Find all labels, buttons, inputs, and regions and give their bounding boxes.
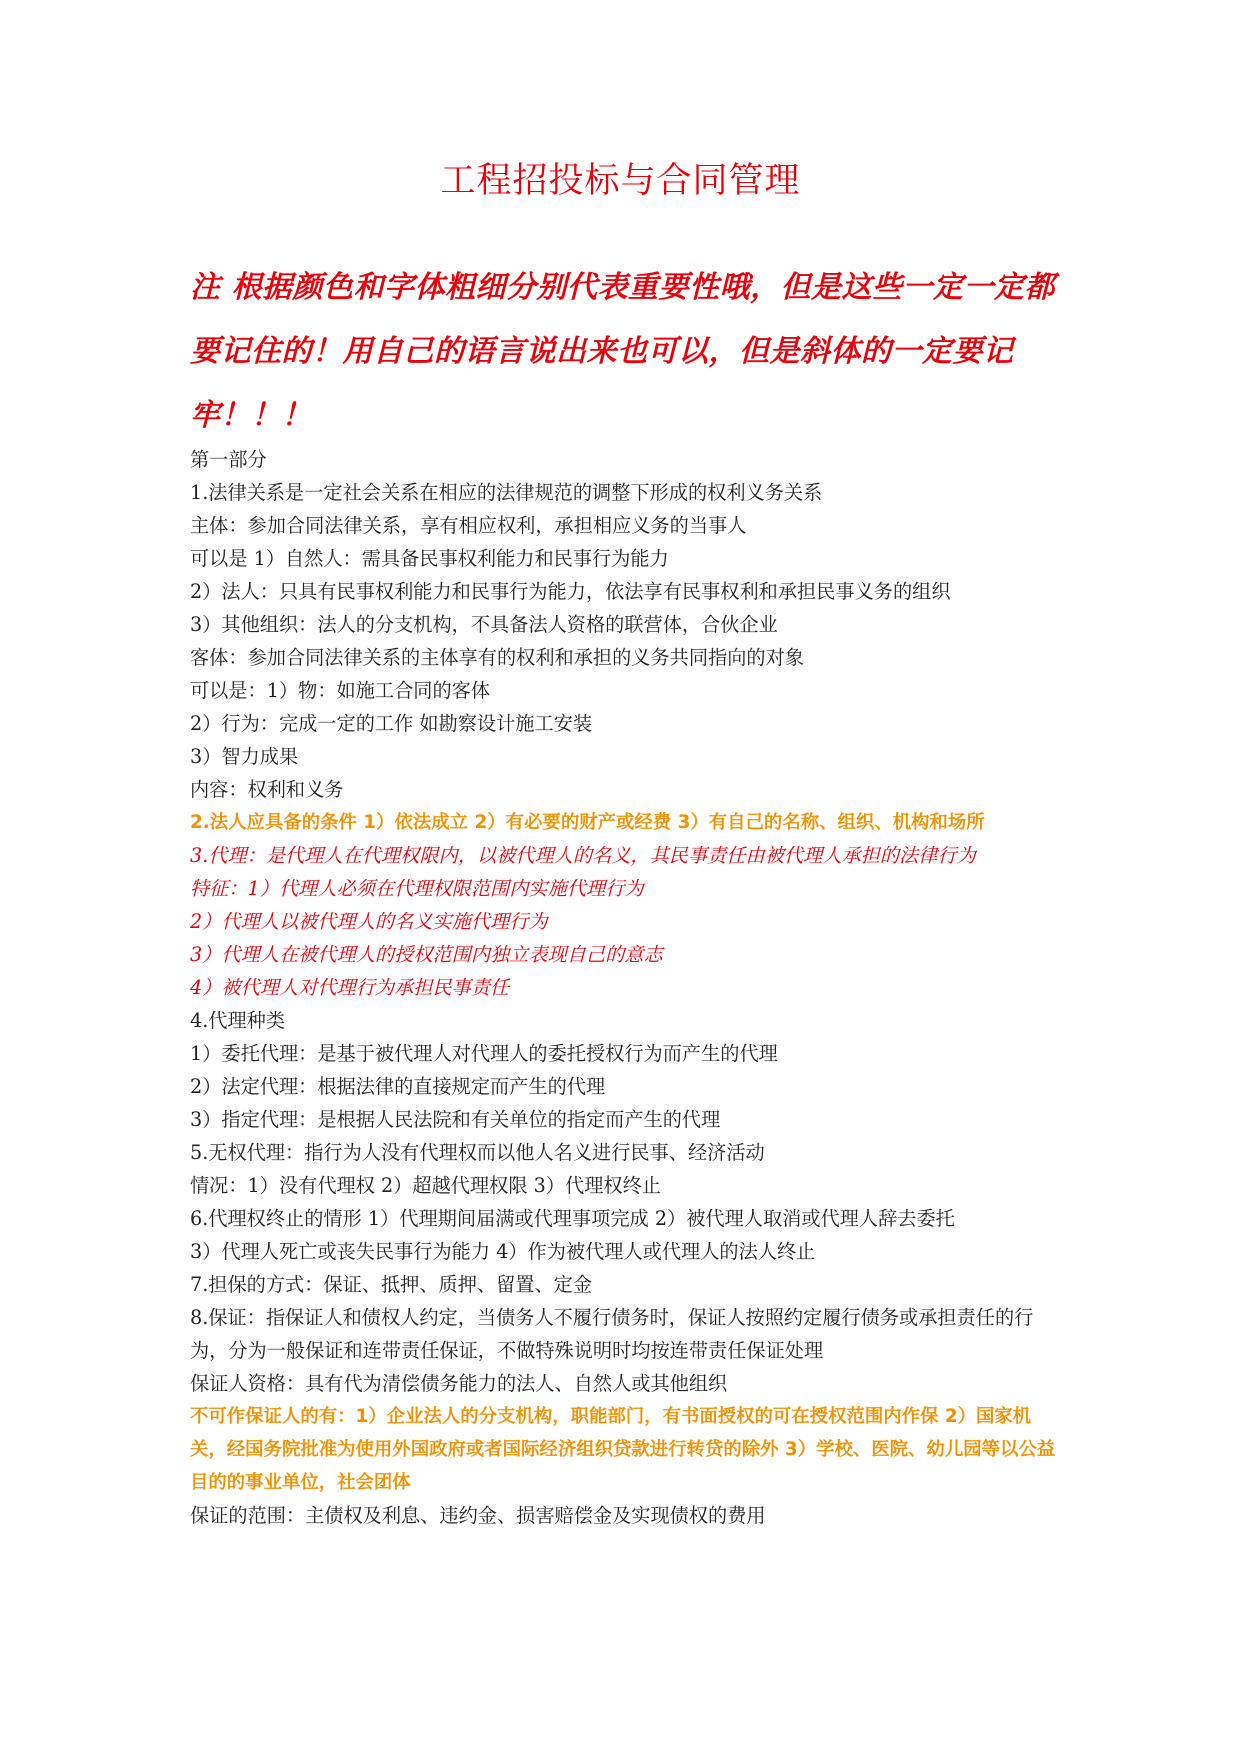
paragraph-line: 5.无权代理：指行为人没有代理权而以他人名义进行民事、经济活动 — [190, 1141, 765, 1164]
paragraph-line: 3）代理人死亡或丧失民事行为能力 4）作为被代理人或代理人的法人终止 — [190, 1240, 816, 1263]
document-title: 工程招投标与合同管理 — [440, 161, 801, 201]
paragraph-line: 3）指定代理：是根据人民法院和有关单位的指定而产生的代理 — [190, 1108, 721, 1131]
important-italic-line: 特征：1）代理人必须在代理权限范围内实施代理行为 — [190, 877, 644, 900]
important-italic-line: 2）代理人以被代理人的名义实施代理行为 — [190, 910, 548, 933]
paragraph-line: 2）法人：只具有民事权利能力和民事行为能力，依法享有民事权利和承担民事义务的组织 — [190, 580, 951, 603]
important-bold-paragraph: 2.法人应具备的条件 1）依法成立 2）有必要的财产或经费 3）有自己的名称、组织、机构和场所 — [190, 812, 985, 833]
paragraph-line: 2）行为：完成一定的工作 如勘察设计施工安装 — [190, 712, 593, 735]
important-italic-line: 4）被代理人对代理行为承担民事责任 — [190, 976, 510, 999]
paragraph-line: 2）法定代理：根据法律的直接规定而产生的代理 — [190, 1075, 606, 1098]
paragraph-line: 6.代理权终止的情形 1）代理期间届满或代理事项完成 2）被代理人取消或代理人辞去委托 — [190, 1207, 955, 1230]
paragraph-line: 保证人资格：具有代为清偿债务能力的法人、自然人或其他组织 — [190, 1372, 728, 1395]
paragraph-line: 1.法律关系是一定社会关系在相应的法律规范的调整下形成的权利义务关系 — [190, 481, 823, 504]
paragraph-line: 7.担保的方式：保证、抵押、质押、留置、定金 — [190, 1273, 593, 1296]
important-italic-paragraph: 3.代理：是代理人在代理权限内，以被代理人的名义，其民事责任由被代理人承担的法律行为 — [190, 844, 976, 867]
paragraph-line: 3）其他组织：法人的分支机构，不具备法人资格的联营体，合伙企业 — [190, 613, 778, 636]
document-body — [190, 443, 1056, 1532]
important-italic-line: 3）代理人在被代理人的授权范围内独立表现自己的意志 — [190, 943, 663, 966]
paragraph-line: 1）委托代理：是基于被代理人对代理人的委托授权行为而产生的代理 — [190, 1042, 778, 1065]
paragraph-line: 3）智力成果 — [190, 745, 299, 768]
paragraph-line: 保证的范围：主债权及利息、违约金、损害赔偿金及实现债权的费用 — [190, 1504, 766, 1527]
important-bold-paragraph: 不可作保证人的有：1）企业法人的分支机构，职能部门，有书面授权的可在授权范围内作保 2）国家机关，经国务院批准为使用外国政府或者国际经济组织贷款进行转贷的除外 3）学校、医院、幼儿园等以公益目的的事业单位，社会团体 — [190, 1406, 1056, 1493]
section-heading: 第一部分 — [190, 448, 267, 471]
paragraph-line: 内容：权利和义务 — [190, 778, 344, 801]
paragraph-line: 可以是 1）自然人：需具备民事权利能力和民事行为能力 — [190, 547, 669, 570]
paragraph-line: 客体：参加合同法律关系的主体享有的权利和承担的义务共同指向的对象 — [190, 646, 804, 669]
importance-note: 注 根据颜色和字体粗细分别代表重要性哦，但是这些一定一定都要记住的！用自己的语言说出来也可以，但是斜体的一定要记牢！！！ — [190, 270, 1055, 433]
paragraph-line: 4.代理种类 — [190, 1009, 286, 1032]
paragraph-line: 情况：1）没有代理权 2）超越代理权限 3）代理权终止 — [190, 1174, 661, 1197]
paragraph-line: 8.保证：指保证人和债权人约定，当债务人不履行债务时，保证人按照约定履行债务或承担责任的行为，分为一般保证和连带责任保证，不做特殊说明时均按连带责任保证处理 — [190, 1306, 1034, 1362]
paragraph-line: 主体：参加合同法律关系，享有相应权利，承担相应义务的当事人 — [190, 514, 747, 537]
paragraph-line: 可以是：1）物：如施工合同的客体 — [190, 679, 491, 702]
